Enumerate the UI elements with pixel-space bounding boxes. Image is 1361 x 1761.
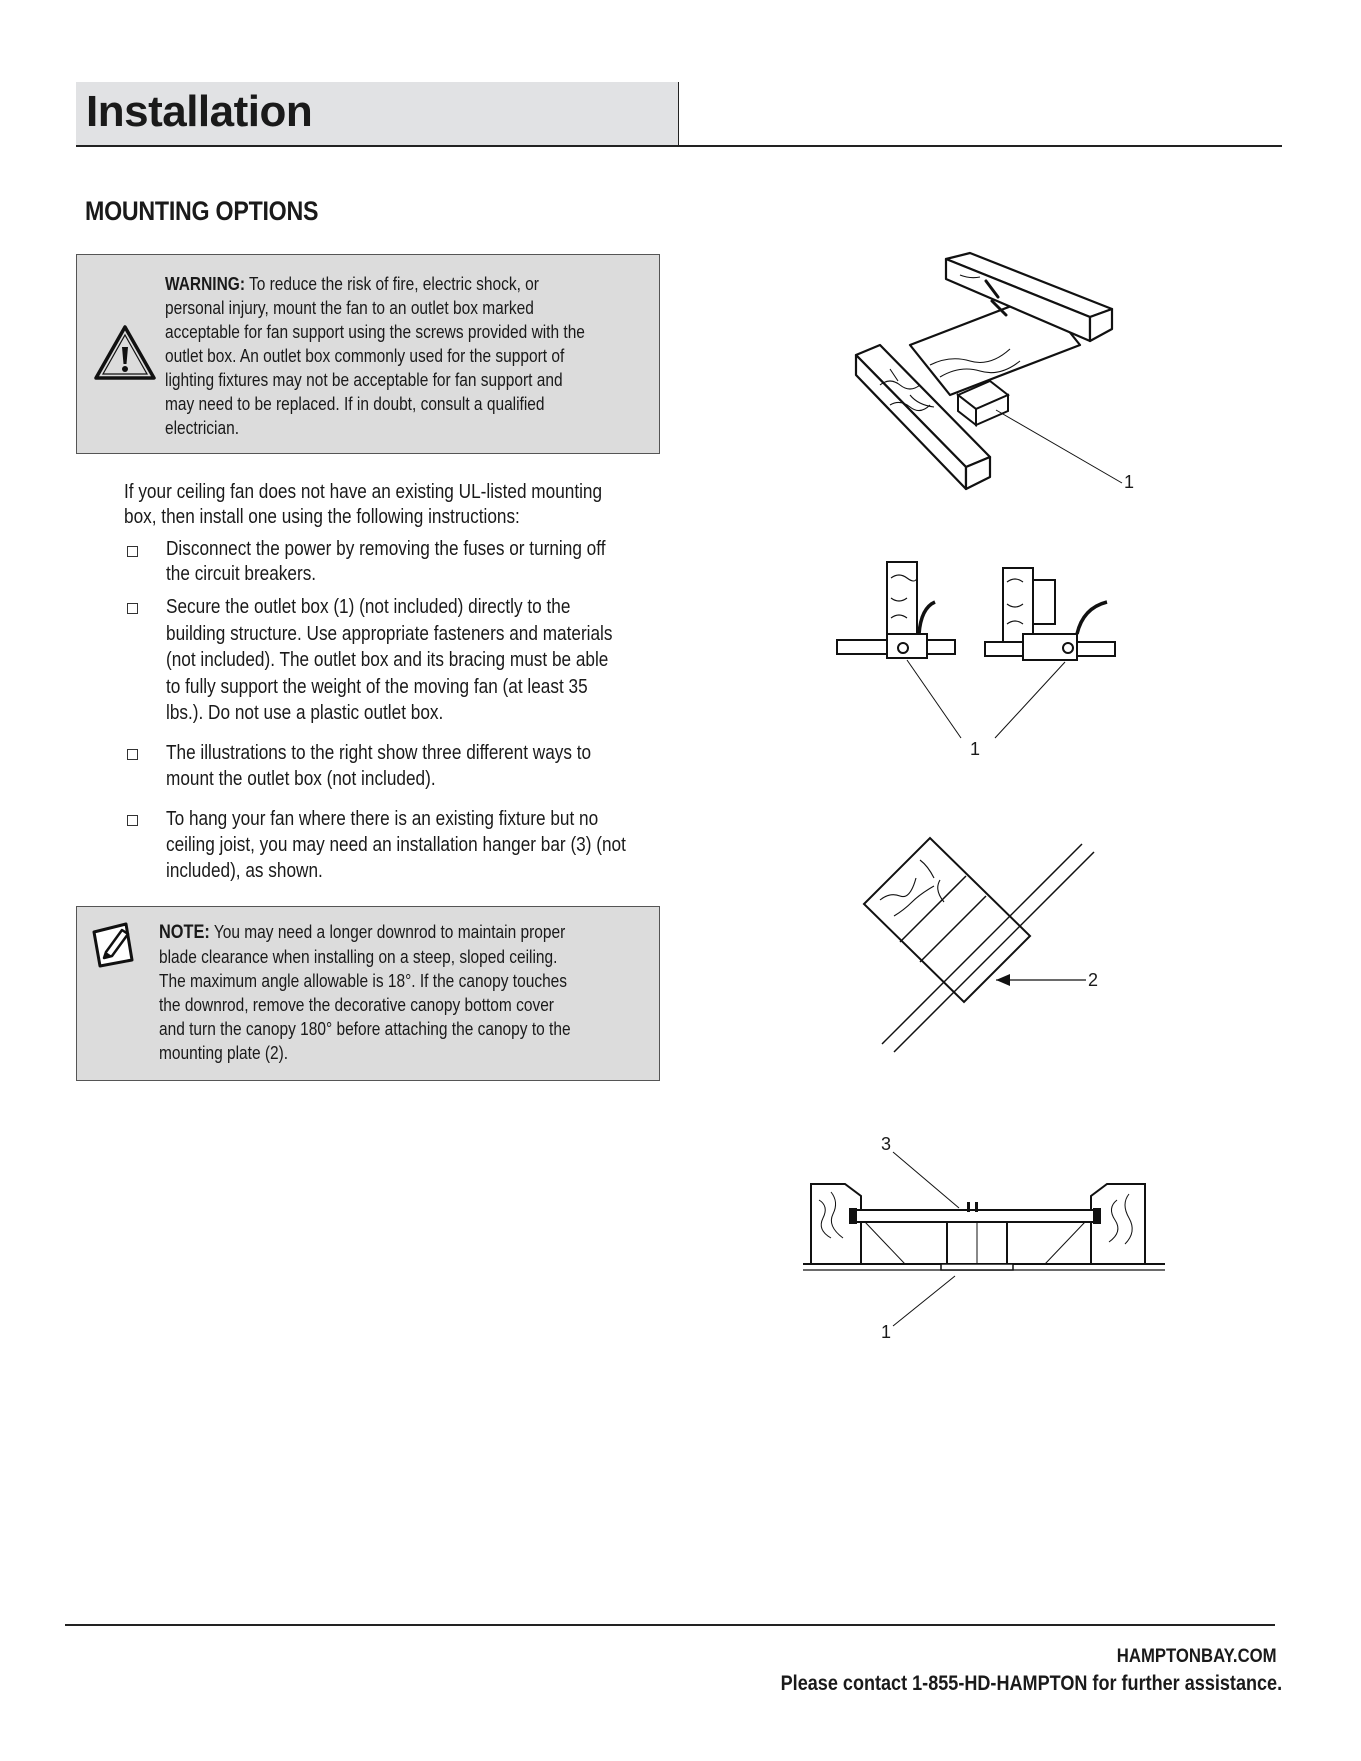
callout-number: 2 [1088,970,1099,990]
step-line: the circuit breakers. [166,563,317,585]
sloped-ceiling-mounting-plate-illustration [860,830,1110,1060]
step-line: included), as shown. [166,860,323,882]
note-pencil-icon [88,918,140,970]
note-line: blade clearance when installing on a steep, sloped ceiling. [159,947,558,967]
note-line: mounting plate (2). [159,1043,289,1063]
step-line: To hang your fan where there is an existing fixture but no [166,808,599,830]
warning-line: personal injury, mount the fan to an outlet box marked [165,298,534,318]
step-line: (not included). The outlet box and its bracing must be able [166,649,609,671]
step-item [166,537,682,587]
footer-contact: Please contact 1-855-HD-HAMPTON for further assistance. [780,1672,1282,1695]
step-line: to fully support the weight of the moving fan (at least 35 [166,675,588,698]
intro-paragraph [124,480,640,530]
warning-text [165,272,672,440]
note-text [159,920,666,1065]
step-item [166,806,682,884]
checkbox-bullet [127,546,138,557]
section-title: MOUNTING OPTIONS [85,196,319,226]
warning-line: acceptable for fan support using the screws provided with the [165,322,585,342]
warning-line: electrician. [165,418,240,438]
page-title: Installation [86,87,313,136]
step-line: ceiling joist, you may need an installation hanger bar (3) (not [166,834,626,856]
callout-number: 1 [970,739,981,759]
note-line: You may need a longer downrod to maintain proper [209,922,566,942]
warning-line: lighting fixtures may not be acceptable for fan support and [165,370,563,390]
side-view-outlet-box-illustration [835,558,1155,758]
step-item [166,594,682,727]
checkbox-bullet [127,603,138,614]
step-line: Secure the outlet box (1) (not included) directly to the [166,596,571,618]
warning-icon [92,323,158,383]
step-line: building structure. Use appropriate fasteners and materials [166,622,613,645]
step-line: Disconnect the power by removing the fuses or turning off [166,538,606,560]
callout-number: 3 [881,1134,892,1154]
step-line: The illustrations to the right show three different ways to [166,742,592,764]
step-line: lbs.). Do not use a plastic outlet box. [166,702,444,724]
checkbox-bullet [127,749,138,760]
footer-website: HAMPTONBAY.COM [1117,1646,1277,1667]
warning-line: may need to be replaced. If in doubt, consult a qualified [165,394,545,414]
callout-number: 1 [1124,472,1135,492]
warning-label: WARNING: [165,274,245,294]
footer-rule [65,1624,1275,1626]
joist-outlet-box-illustration [850,245,1140,505]
hanger-bar-illustration [795,1130,1175,1350]
intro-line: box, then install one using the following instructions: [124,506,520,528]
note-label: NOTE: [159,922,210,943]
step-item [166,740,682,792]
checkbox-bullet [127,815,138,826]
note-line: the downrod, remove the decorative canopy bottom cover [159,995,554,1015]
step-line: mount the outlet box (not included). [166,768,436,790]
header-rule [76,145,1282,147]
warning-line: To reduce the risk of fire, electric shock, or [244,274,539,294]
note-line: and turn the canopy 180° before attaching the canopy to the [159,1019,571,1039]
warning-line: outlet box. An outlet box commonly used for the support of [165,346,565,366]
note-line: The maximum angle allowable is 18°. If the canopy touches [159,971,568,991]
intro-line: If your ceiling fan does not have an existing UL-listed mounting [124,481,603,503]
callout-number: 1 [881,1322,892,1342]
